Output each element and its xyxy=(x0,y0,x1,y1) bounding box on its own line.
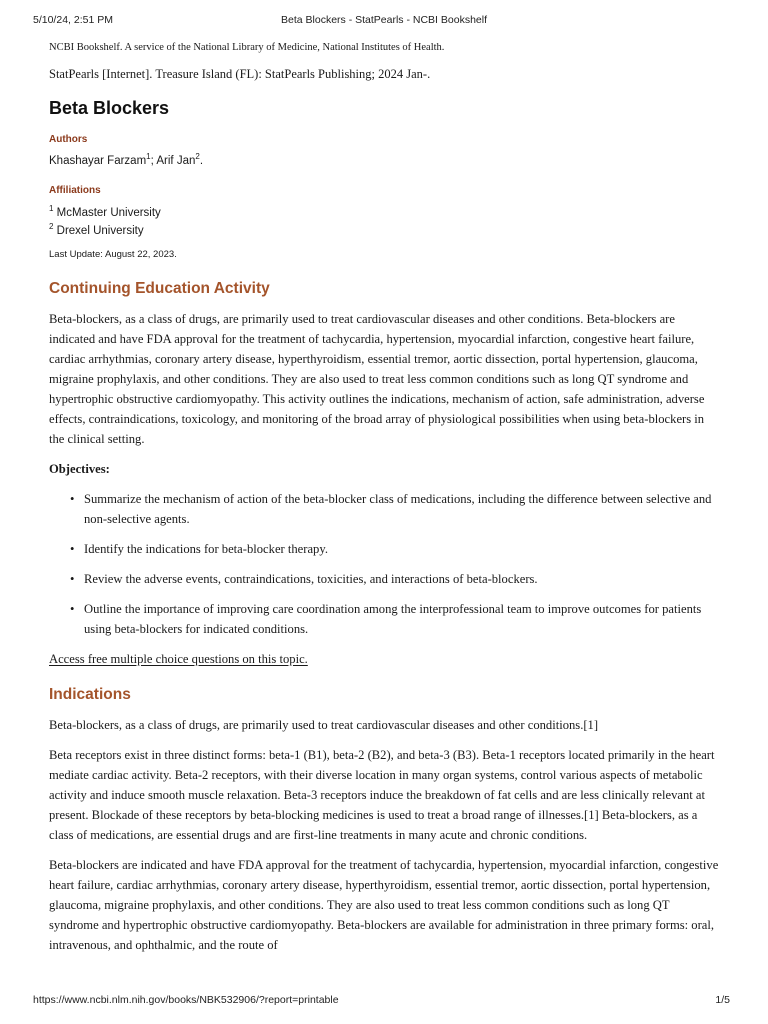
section-heading-ce-activity: Continuing Education Activity xyxy=(49,280,270,297)
objective-item xyxy=(49,599,721,639)
print-datetime: 5/10/24, 2:51 PM xyxy=(33,14,113,26)
objective-item xyxy=(49,489,721,529)
access-questions-link[interactable]: Access free multiple choice questions on this topic. xyxy=(49,652,308,666)
affiliations-label: Affiliations xyxy=(49,185,101,196)
page-number: 1/5 xyxy=(715,994,730,1006)
objective-item xyxy=(49,569,721,589)
indications-paragraph: Beta-blockers, as a class of drugs, are primarily used to treat cardiovascular diseases and other conditions.[1] xyxy=(49,718,599,732)
page-title: Beta Blockers xyxy=(49,98,170,118)
affiliation-item xyxy=(49,204,721,222)
objective-text: Review the adverse events, contraindications, toxicities, and interactions of beta-blockers. xyxy=(84,572,538,586)
objective-text: Identify the indications for beta-blocker therapy. xyxy=(84,542,328,556)
authors-separator: ; xyxy=(150,155,157,167)
last-update: Last Update: August 22, 2023. xyxy=(49,249,177,260)
objective-text: Summarize the mechanism of action of the beta-blocker class of medications, including the difference between selective and non-selective agents. xyxy=(84,492,712,526)
indications-paragraph: Beta-blockers are indicated and have FDA approval for the treatment of tachycardia, hypertension, myocardial infarction, congestive heart failure, cardiac arrhythmias, coronary artery disease, hyperthyroidism, essential tremor, aortic dissection, portal hypertension, glaucoma, migraine prophylaxis, and other conditions. They are also used to treat less common conditions such as long QT syndrome and hypertrophic obstructive cardiomyopathy. Beta-blockers are available for administration in three primary forms: oral, intravenous, and ophthalmic, and the route of xyxy=(49,858,719,952)
objectives-list xyxy=(49,489,721,639)
print-header xyxy=(33,14,735,30)
bullet-icon: • xyxy=(70,602,75,616)
objectives-label: Objectives: xyxy=(49,462,110,476)
author-name[interactable]: Khashayar Farzam xyxy=(49,155,147,167)
bookshelf-note: NCBI Bookshelf. A service of the National Library of Medicine, National Institutes of Health. xyxy=(49,42,445,53)
bullet-icon: • xyxy=(70,542,75,556)
document-content xyxy=(49,40,721,965)
author-affiliation-ref[interactable]: 1 xyxy=(146,152,151,162)
print-url: https://www.ncbi.nlm.nih.gov/books/NBK532906/?report=printable xyxy=(33,994,339,1006)
authors-line xyxy=(49,153,721,169)
bullet-icon: • xyxy=(70,492,75,506)
affiliations-list xyxy=(49,204,721,240)
indications-paragraph: Beta receptors exist in three distinct forms: beta-1 (B1), beta-2 (B2), and beta-3 (B3). Beta-1 receptors located primarily in the heart mediate cardiac activity. Beta-2 receptors, with their diverse location in many organ systems, control various aspects of metabolic activity and induce smooth muscle relaxation. Beta-3 receptors induce the breakdown of fat cells and are less clinically relevant at present. Blockade of these receptors by beta-blocking medicines is used to treat a broad range of illnesses.[1] Beta-blockers, as a class of medications, are essential drugs and are first-line treatments in many acute and chronic conditions. xyxy=(49,748,715,842)
print-footer xyxy=(33,994,735,1010)
objective-item xyxy=(49,539,721,559)
authors-label: Authors xyxy=(49,134,88,145)
ce-activity-paragraph: Beta-blockers, as a class of drugs, are primarily used to treat cardiovascular diseases and other conditions. Beta-blockers are indicated and have FDA approval for the treatment of tachycardia, hypertension, myocardial infarction, congestive heart failure, cardiac arrhythmias, coronary artery disease, hyperthyroidism, essential tremor, aortic dissection, portal hypertension, glaucoma, migraine prophylaxis, and other conditions. They are also used to treat less common conditions such as long QT syndrome and hypertrophic obstructive cardiomyopathy. This activity outlines the indications, mechanism of action, safe administration, adverse effects, contraindications, toxicology, and monitoring of the broad array of physiological possibilities when using beta-blockers in the clinical setting. xyxy=(49,312,705,446)
affiliation-name: Drexel University xyxy=(56,225,144,237)
affiliation-name: McMaster University xyxy=(56,207,161,219)
author-name[interactable]: Arif Jan xyxy=(156,155,196,167)
affiliation-item xyxy=(49,222,721,240)
citation: StatPearls [Internet]. Treasure Island (FL): StatPearls Publishing; 2024 Jan-. xyxy=(49,67,431,81)
affiliation-number: 2 xyxy=(49,222,54,232)
bullet-icon: • xyxy=(70,572,75,586)
section-heading-indications: Indications xyxy=(49,686,131,703)
authors-end: . xyxy=(199,155,204,167)
affiliation-number: 1 xyxy=(49,204,54,214)
author-affiliation-ref[interactable]: 2 xyxy=(195,152,200,162)
objective-text: Outline the importance of improving care coordination among the interprofessional team to improve outcomes for patients using beta-blockers for indicated conditions. xyxy=(84,602,702,636)
print-page-title: Beta Blockers - StatPearls - NCBI Bookshelf xyxy=(281,14,487,26)
